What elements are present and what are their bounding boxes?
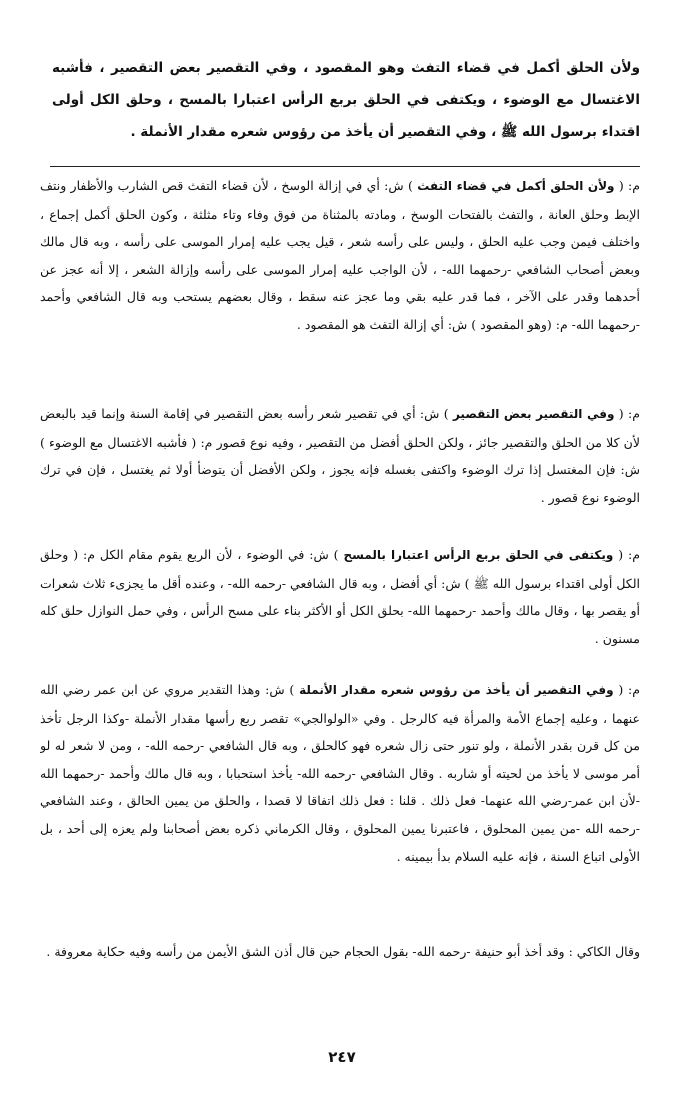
sharh-marker: ) ش: — [304, 547, 344, 562]
sharh-marker: ) ش: — [260, 682, 300, 697]
commentary-paragraph-1 — [40, 172, 640, 392]
sharh-marker: ) ش: — [415, 406, 453, 421]
quoted-matn: وفي التقصير أن يأخذ من رؤوس شعره مقدار الأنملة — [299, 683, 614, 697]
commentary-text: أي في إزالة الوسخ ، لأن قضاء التفث قص الشارب والأظفار ونتف الإبط وحلق العانة ، والتفث بالفتحات الوسخ ، ومادته بالمثناة من فوق وفاء وتاء مثلثة ، وكون الحلق أكمل إجماع ، واختلف فيمن وجب عليه الحلق ، وليس على رأسه شعر ، قيل يجب عليه إمرار الموسى على رأسه ، وبه قال مالك وبعض أصحاب الشافعي -رحمهما الله- ، لأن الواجب عليه إمرار الموسى على رأسه وإزالة الشعر ، إلا أنه عجز عن أحدهما وقدر على الآخر ، فما قدر عليه بقي وما عجز عنه سقط ، وقال بعضهم يستحب وبه قال الشافعي وأحمد -رحمهما الله- م: (وهو المقصود ) ش: أي إزالة التفث هو المقصود . — [40, 178, 640, 332]
matn-marker: م: ( — [613, 682, 640, 697]
sharh-marker: ) ش: — [379, 178, 418, 193]
section-divider — [50, 166, 640, 167]
matn-marker: م: ( — [614, 406, 640, 421]
commentary-paragraph-2 — [40, 400, 640, 535]
commentary-text: وهذا التقدير مروي عن ابن عمر رضي الله عنهما ، وعليه إجماع الأمة والمرأة فيه كالرجل . وفي «الولوالجي» تقصر ربع رأسها مقدار الأنملة -وكذا الرجل تأخذ من كل قرن بقدر الأنملة ، ولو تنور حتى زال شعره فهو كالحلق ، وبه قال الشافعي -رحمه الله- ، ومن لا شعر له لو أمر موسى لا يأخذ من لحيته أو شاربه . وقال الشافعي -رحمه الله- يأخذ استحبابا ، وبه قال مالك وأحمد -رحمهما الله -لأن ابن عمر-رضي الله عنهما- فعل ذلك . قلنا : فعل ذلك اتفاقا لا قصدا ، والحلق من يمين الحالق ، وعند الشافعي -رحمه الله -من يمين المحلوق ، فاعتبرنا يمين المحلوق ، وقال الكرماني ذكره بعض أصحابنا ولم يعزه إلى أحد ، بل الأولى اتباع السنة ، فإنه عليه السلام بدأ بيمينه . — [40, 682, 640, 864]
commentary-text: أي في تقصير شعر رأسه بعض التقصير في إقامة السنة وإنما قيد بالبعض لأن كلا من الحلق والتقصير جائز ، ولكن الحلق أفضل من التقصير ، وفيه نوع قصور م: ( فأشبه الاغتسال مع الوضوء ) ش: فإن المغتسل إذا ترك الوضوء واكتفى بغسله فإنه يجوز ، ولكن الأفضل أن يتوضأ أولا ثم يغتسل ، فإن في ترك الوضوء نوع قصور . — [40, 406, 640, 505]
main-text-block — [52, 52, 640, 148]
main-text: ولأن الحلق أكمل في قضاء التفث وهو المقصود ، وفي التقصير بعض التقصير ، فأشبه الاغتسال مع الوضوء ، ويكتفى في الحلق بربع الرأس اعتبارا بالمسح ، وحلق الكل أولى اقتداء برسول الله ﷺ ، وفي التقصير أن يأخذ من رؤوس شعره مقدار الأنملة . — [52, 60, 640, 140]
quoted-matn: ويكتفى في الحلق بربع الرأس اعتبارا بالمسح — [343, 548, 614, 562]
commentary-paragraph-4 — [40, 676, 640, 906]
commentary-paragraph-3 — [40, 541, 640, 666]
quoted-matn: وفي التقصير بعض التقصير — [452, 407, 615, 421]
commentary-text: وقال الكاكي : وقد أخذ أبو حنيفة -رحمه الله- بقول الحجام حين قال أذن الشق الأيمن من رأسه وفيه حكاية معروفة . — [46, 944, 640, 959]
commentary-text: في الوضوء ، لأن الربع يقوم مقام الكل م: ( وحلق الكل أولى اقتداء برسول الله ﷺ ) ش: أي أفضل ، وبه قال الشافعي -رحمه الله- ، وعنده أقل ما يجزىء ثلاث شعرات أو يقصر بها ، وقال مالك وأحمد -رحمهما الله- بحلق الكل أو الأكثر بناء على مسح الرأس ، وفي حمل النوازل حلق كله مسنون . — [40, 547, 640, 646]
matn-marker: م: ( — [614, 178, 640, 193]
commentary-paragraph-5 — [40, 938, 640, 1000]
matn-marker: م: ( — [613, 547, 640, 562]
quoted-matn: ولأن الحلق أكمل في قضاء التفث — [417, 179, 615, 193]
page-number: ٢٤٧ — [328, 1048, 356, 1066]
